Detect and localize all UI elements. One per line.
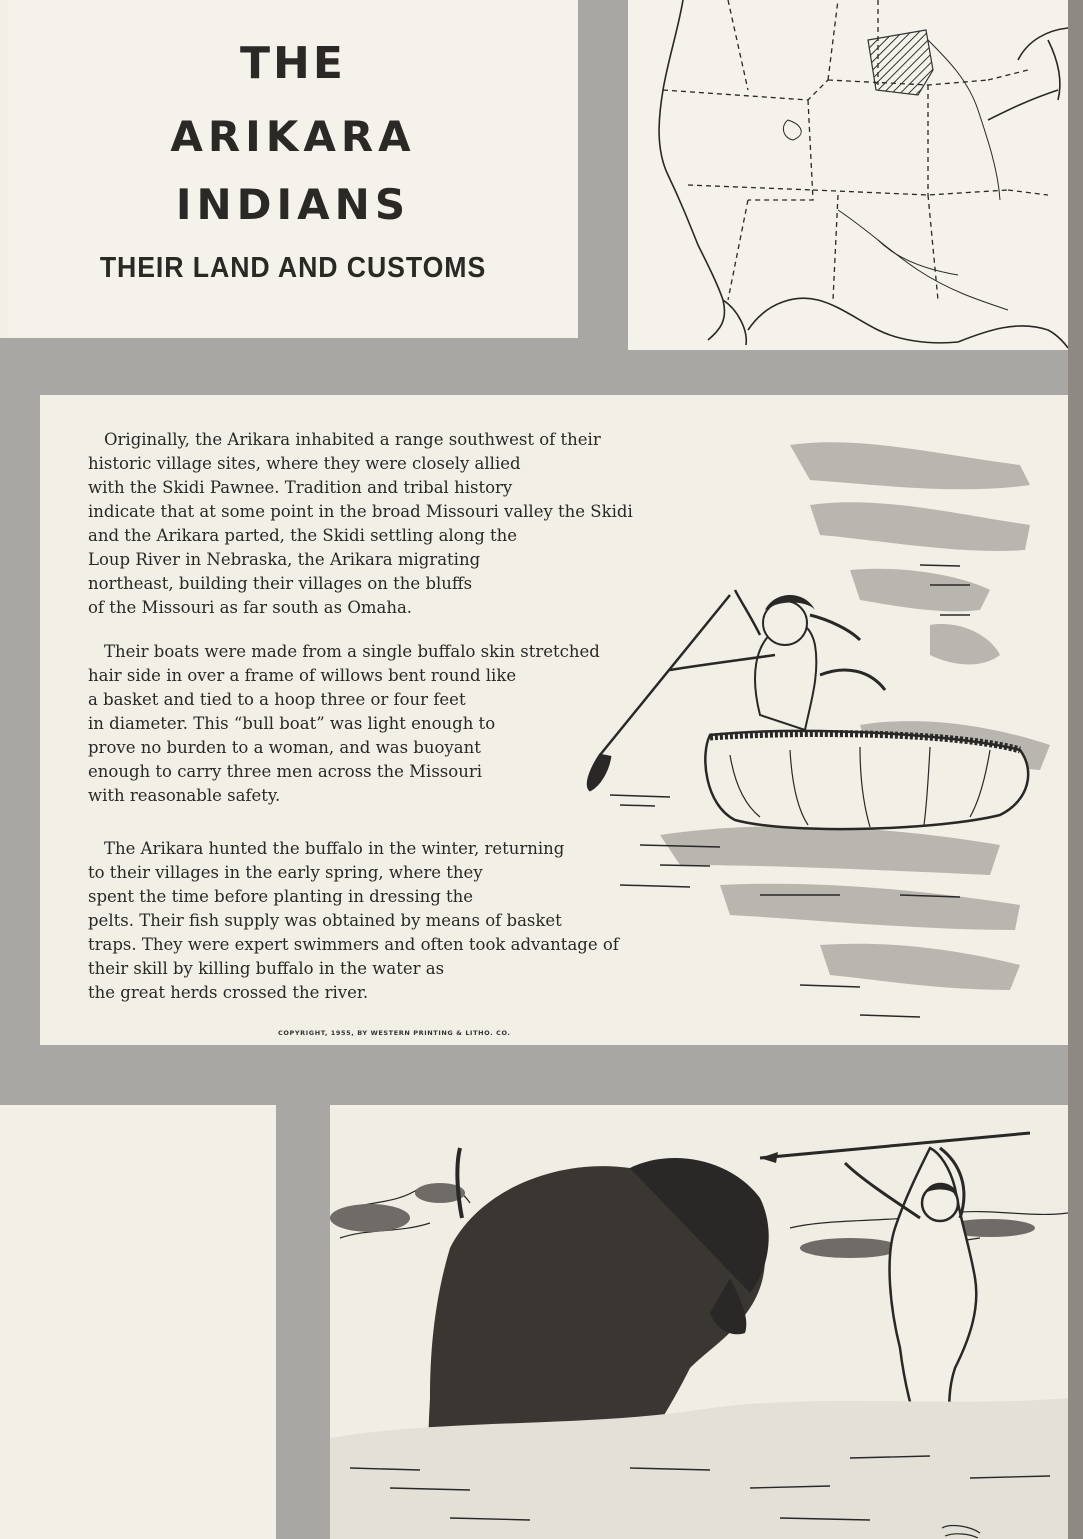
paragraph-line: the great herds crossed the river. — [88, 983, 369, 1002]
paragraph-line: prove no burden to a woman, and was buoyant — [88, 738, 481, 757]
band-top-vertical — [578, 0, 628, 340]
map-panel — [628, 0, 1068, 350]
hunt-panel — [330, 1108, 1068, 1539]
paragraph-line: indicate that at some point in the broad Missouri valley the Skidi — [88, 502, 633, 521]
paragraph-line: a basket and tied to a hoop three or four feet — [88, 690, 466, 709]
title-the: THE — [240, 38, 346, 89]
text-panel — [40, 395, 1068, 1045]
paragraph-line: northeast, building their villages on the bluffs — [88, 574, 473, 593]
band-horizontal-lower — [0, 1045, 1068, 1105]
paragraph-line: with reasonable safety. — [88, 786, 281, 805]
us-map-icon — [628, 0, 1068, 350]
paragraph-line: to their villages in the early spring, where they — [88, 863, 483, 882]
paragraph-line: enough to carry three men across the Missouri — [88, 762, 482, 781]
title-block — [8, 0, 578, 338]
paragraph-line: Loup River in Nebraska, the Arikara migrating — [88, 550, 481, 569]
buffalo-hunt-illustration — [330, 1108, 1068, 1539]
paragraph-line: pelts. Their fish supply was obtained by means of basket — [88, 911, 562, 930]
paragraph-line: their skill by killing buffalo in the water as — [88, 959, 445, 978]
paragraph-2 — [88, 640, 600, 808]
title-indians: INDIANS — [175, 180, 411, 229]
paragraph-line: in diameter. This “bull boat” was light enough to — [88, 714, 496, 733]
paragraph-line: traps. They were expert swimmers and often took advantage of — [88, 935, 619, 954]
paragraph-line: of the Missouri as far south as Omaha. — [88, 598, 413, 617]
paragraph-3 — [88, 837, 619, 1005]
blank-panel — [0, 1105, 276, 1539]
band-bottom-vertical — [276, 1100, 330, 1539]
title-arikara: ARIKARA — [170, 112, 416, 161]
paragraph-line: spent the time before planting in dressing the — [88, 887, 474, 906]
paragraph-line: Originally, the Arikara inhabited a range southwest of their — [104, 430, 601, 449]
paragraph-line: Their boats were made from a single buffalo skin stretched — [104, 642, 600, 661]
paragraph-1 — [88, 428, 633, 620]
subtitle: THEIR LAND AND CUSTOMS — [99, 252, 487, 284]
paragraph-line: hair side in over a frame of willows bent round like — [88, 666, 517, 685]
paragraph-line: with the Skidi Pawnee. Tradition and tribal history — [88, 478, 513, 497]
paragraph-line: and the Arikara parted, the Skidi settling along the — [88, 526, 518, 545]
copyright-notice: COPYRIGHT, 1955, BY WESTERN PRINTING & LITHO. CO. — [278, 1029, 511, 1037]
bull-boat-illustration — [560, 425, 1068, 1025]
paragraph-line: historic village sites, where they were closely allied — [88, 454, 521, 473]
band-left-vertical — [0, 338, 40, 1058]
paragraph-line: The Arikara hunted the buffalo in the winter, returning — [104, 839, 565, 858]
